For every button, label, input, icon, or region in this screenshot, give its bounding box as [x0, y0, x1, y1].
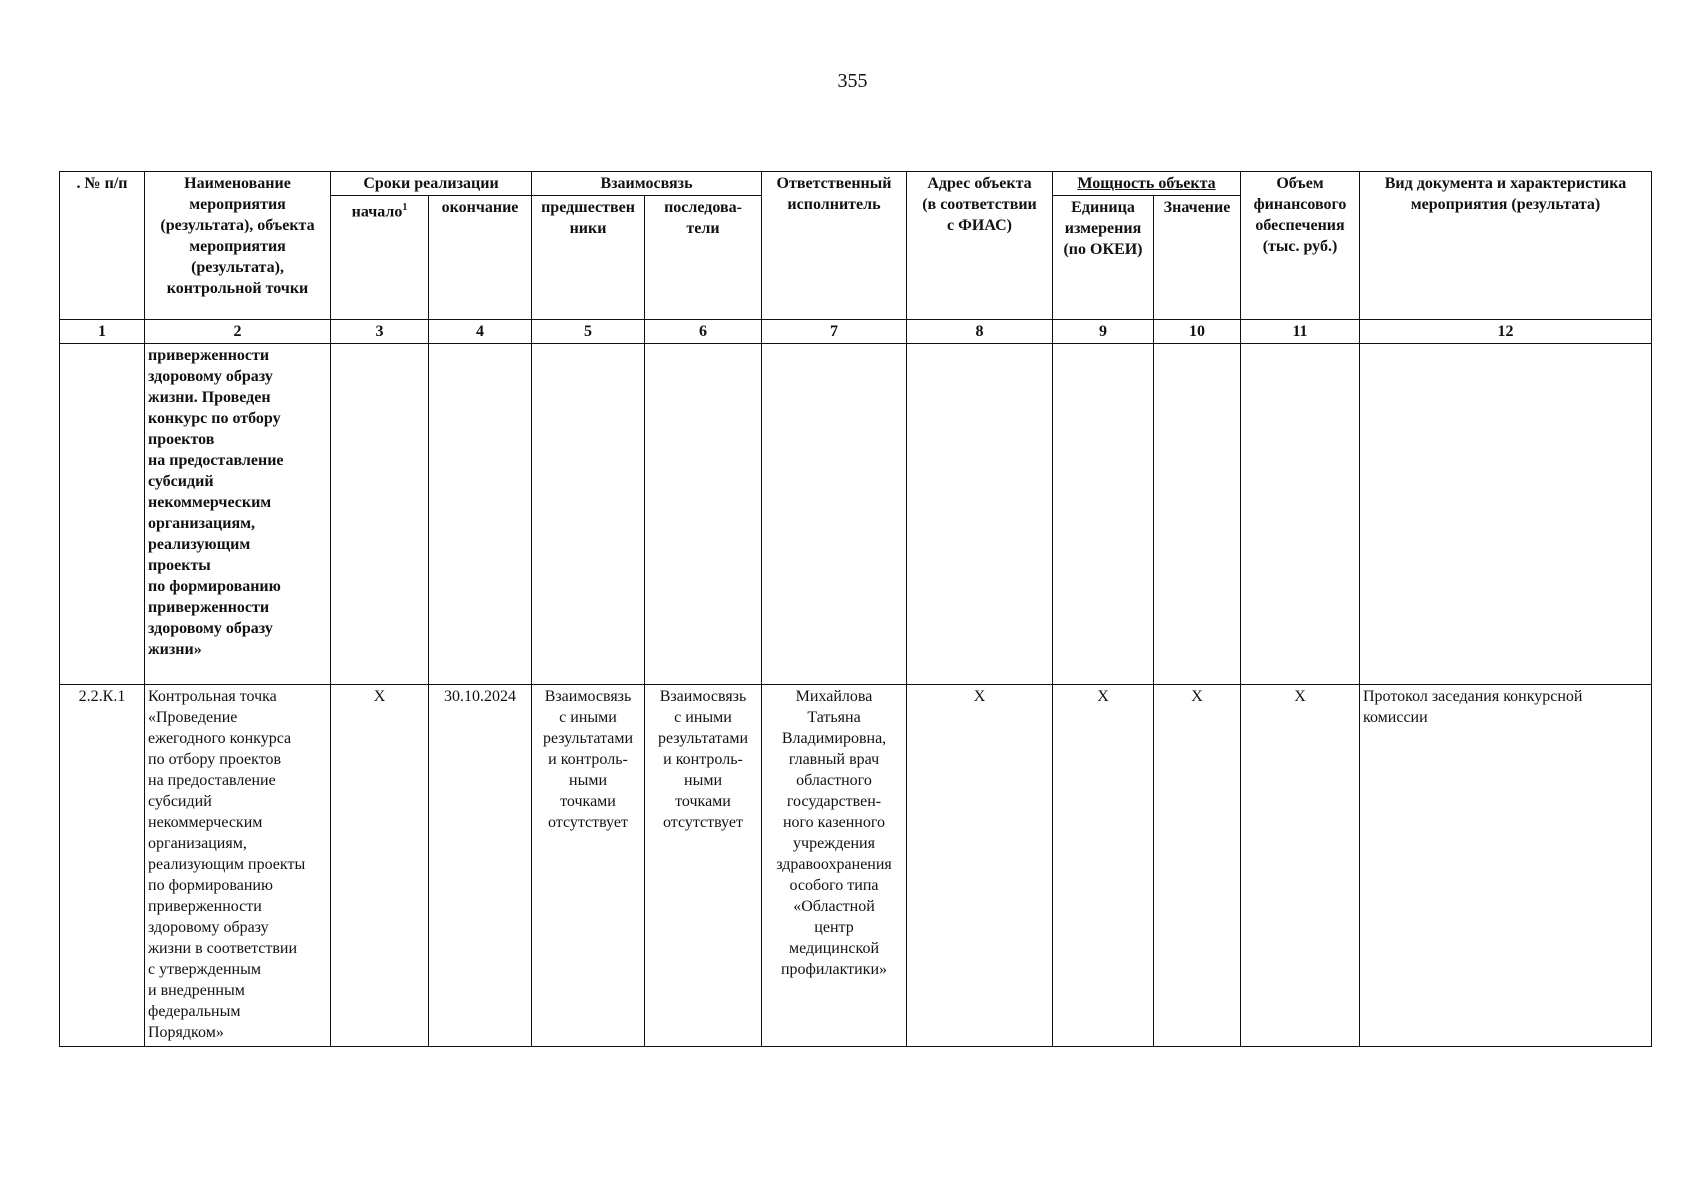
column-number: 3: [331, 320, 429, 344]
row-successors: Взаимосвязь с иными результатами и контроль- ными точками отсутствует: [645, 685, 762, 1047]
row-start: Х: [331, 685, 429, 1047]
row-number: 2.2.К.1: [60, 685, 145, 1047]
header-start: [331, 196, 429, 320]
empty-cell: [1241, 344, 1360, 685]
empty-cell: [532, 344, 645, 685]
header-capacity-group: Мощность объекта: [1053, 172, 1241, 196]
header-end: окончание: [429, 196, 532, 320]
row-doc-type: Протокол заседания конкурсной комиссии: [1360, 685, 1652, 1047]
column-number: 11: [1241, 320, 1360, 344]
header-unit: Единица измерения (по ОКЕИ): [1053, 196, 1154, 320]
header-number: . № п/п: [60, 172, 145, 320]
column-number: 5: [532, 320, 645, 344]
activities-table: [59, 171, 1652, 1047]
empty-cell: [429, 344, 532, 685]
empty-cell: [645, 344, 762, 685]
row-predecessors: Взаимосвязь с иными результатами и контроль- ными точками отсутствует: [532, 685, 645, 1047]
empty-cell: [762, 344, 907, 685]
row-end: 30.10.2024: [429, 685, 532, 1047]
header-funding: Объем финансового обеспечения (тыс. руб.): [1241, 172, 1360, 320]
row-unit: Х: [1053, 685, 1154, 1047]
empty-cell: [331, 344, 429, 685]
column-number: 1: [60, 320, 145, 344]
continuation-number-cell: [60, 344, 145, 685]
row-address: Х: [907, 685, 1053, 1047]
column-number: 12: [1360, 320, 1652, 344]
row-value: Х: [1154, 685, 1241, 1047]
row-responsible: Михайлова Татьяна Владимировна, главный врач областного государствен- ного казенного учреждения здравоохранения особого типа «Областной центр медицинской профилактики»: [762, 685, 907, 1047]
table-row: [60, 685, 1652, 1047]
column-numbers-row: [60, 320, 1652, 344]
column-number: 10: [1154, 320, 1241, 344]
header-responsible: Ответственный исполнитель: [762, 172, 907, 320]
empty-cell: [1360, 344, 1652, 685]
column-number: 7: [762, 320, 907, 344]
empty-cell: [907, 344, 1053, 685]
column-number: 8: [907, 320, 1053, 344]
header-successors: последова- тели: [645, 196, 762, 320]
header-name: Наименование мероприятия (результата), объекта мероприятия (результата), контрольной точки: [145, 172, 331, 320]
header-row: [60, 172, 1652, 196]
empty-cell: [1053, 344, 1154, 685]
page-number: 355: [837, 70, 868, 92]
header-value: Значение: [1154, 196, 1241, 320]
column-number: 4: [429, 320, 532, 344]
header-link-group: Взаимосвязь: [532, 172, 762, 196]
empty-cell: [1154, 344, 1241, 685]
continuation-row: [60, 344, 1652, 685]
header-address: Адрес объекта (в соответствии с ФИАС): [907, 172, 1053, 320]
row-funding: Х: [1241, 685, 1360, 1047]
header-start-footnote: 1: [402, 202, 408, 213]
column-number: 2: [145, 320, 331, 344]
header-terms-group: Сроки реализации: [331, 172, 532, 196]
header-doc-type: Вид документа и характеристика мероприятия (результата): [1360, 172, 1652, 320]
column-number: 9: [1053, 320, 1154, 344]
continuation-name-cell: приверженности здоровому образу жизни. Проведен конкурс по отбору проектов на предоставление субсидий некоммерческим организациям, реализующим проекты по формированию приверженности здоровому образу жизни»: [145, 344, 331, 685]
column-number: 6: [645, 320, 762, 344]
header-predecessors: предшествен ники: [532, 196, 645, 320]
row-name: Контрольная точка «Проведение ежегодного конкурса по отбору проектов на предоставление субсидий некоммерческим организациям, реализующим проекты по формированию приверженности здоровому образу жизни в соответствии с утвержденным и внедренным федеральным Порядком»: [145, 685, 331, 1047]
header-start-label: начало: [351, 203, 403, 221]
